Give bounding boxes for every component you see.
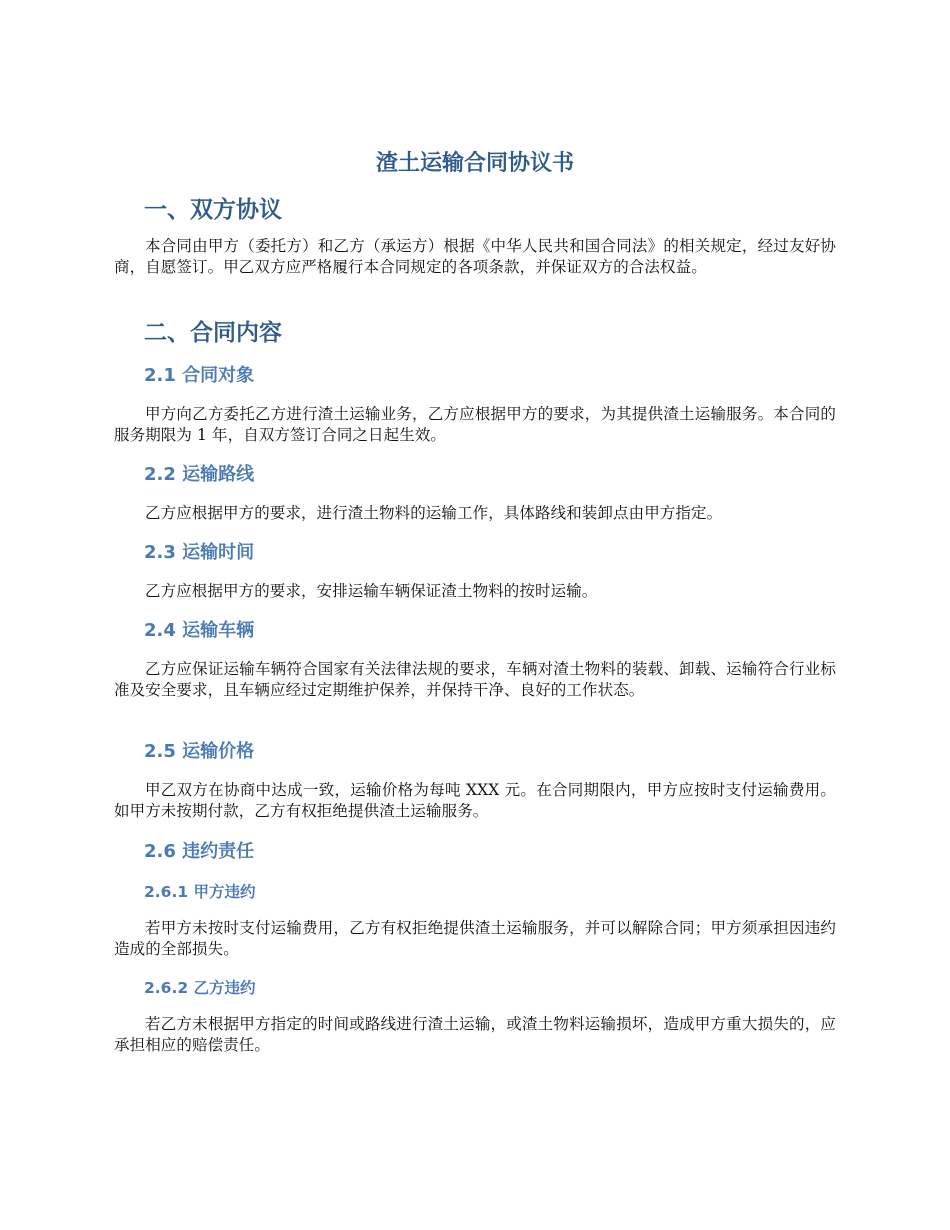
section-1-heading: 一、双方协议 bbox=[144, 197, 282, 223]
section-2-1-paragraph: 甲方向乙方委托乙方进行渣土运输业务，乙方应根据甲方的要求，为其提供渣土运输服务。本合同的服务期限为 1 年，自双方签订合同之日起生效。 bbox=[114, 405, 836, 444]
section-2-heading: 二、合同内容 bbox=[144, 320, 282, 346]
section-2-3-paragraph: 乙方应根据甲方的要求，安排运输车辆保证渣土物料的按时运输。 bbox=[145, 582, 598, 600]
document-title: 渣土运输合同协议书 bbox=[375, 151, 574, 176]
section-2-2-heading: 2.2 运输路线 bbox=[144, 464, 255, 485]
section-2-6-2-paragraph: 若乙方未根据甲方指定的时间或路线进行渣土运输，或渣土物料运输损坏，造成甲方重大损失的，应承担相应的赔偿责任。 bbox=[114, 1015, 836, 1054]
section-2-6-1-heading: 2.6.1 甲方违约 bbox=[144, 883, 256, 901]
section-2-6-1-paragraph: 若甲方未按时支付运输费用，乙方有权拒绝提供渣土运输服务，并可以解除合同；甲方须承担因违约造成的全部损失。 bbox=[114, 919, 836, 958]
section-1-paragraph: 本合同由甲方（委托方）和乙方（承运方）根据《中华人民共和国合同法》的相关规定，经过友好协商，自愿签订。甲乙双方应严格履行本合同规定的各项条款，并保证双方的合法权益。 bbox=[114, 237, 836, 276]
section-2-6-heading: 2.6 违约责任 bbox=[144, 841, 255, 862]
section-2-5-paragraph: 甲乙双方在协商中达成一致，运输价格为每吨 XXX 元。在合同期限内，甲方应按时支付运输费用。如甲方未按期付款，乙方有权拒绝提供渣土运输服务。 bbox=[114, 781, 836, 820]
section-2-4-heading: 2.4 运输车辆 bbox=[144, 620, 255, 641]
section-2-5-heading: 2.5 运输价格 bbox=[144, 741, 255, 762]
section-2-4-paragraph: 乙方应保证运输车辆符合国家有关法律法规的要求，车辆对渣土物料的装载、卸载、运输符合行业标准及安全要求，且车辆应经过定期维护保养，并保持干净、良好的工作状态。 bbox=[114, 660, 836, 699]
section-2-3-heading: 2.3 运输时间 bbox=[144, 542, 255, 563]
section-2-2-paragraph: 乙方应根据甲方的要求，进行渣土物料的运输工作，具体路线和装卸点由甲方指定。 bbox=[145, 504, 723, 522]
section-2-1-heading: 2.1 合同对象 bbox=[144, 365, 255, 386]
section-2-6-2-heading: 2.6.2 乙方违约 bbox=[144, 979, 256, 997]
